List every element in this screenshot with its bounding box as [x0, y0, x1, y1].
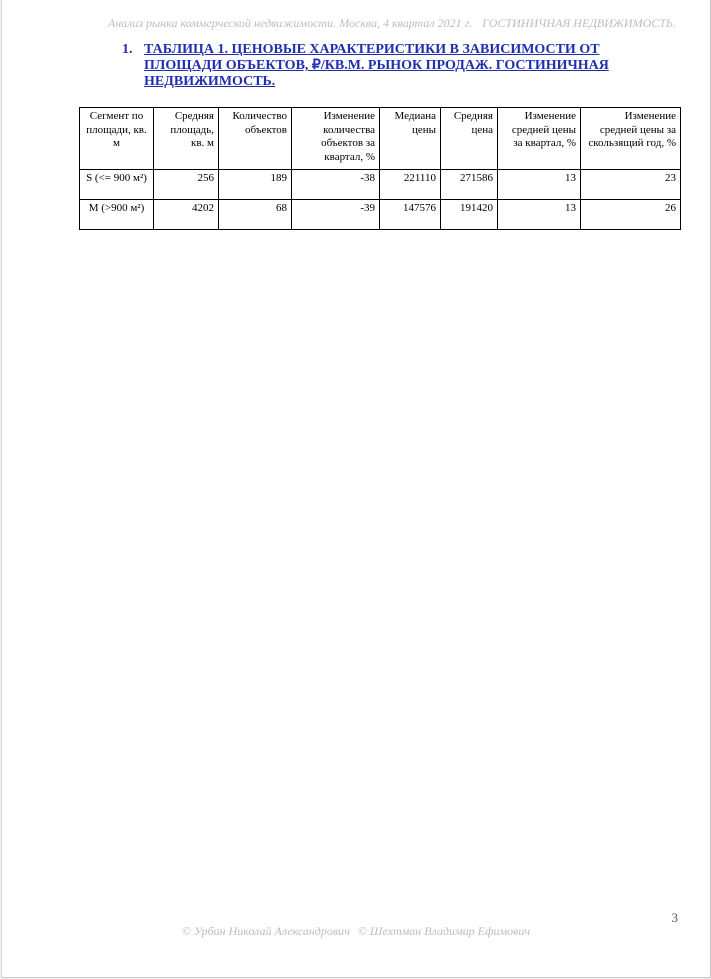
table-cell: M (>900 м²)	[80, 200, 154, 230]
column-header: Изменение средней цены за квартал, %	[498, 108, 581, 170]
table-cell: 271586	[441, 170, 498, 200]
table-cell: 4202	[154, 200, 219, 230]
document-page	[1, 0, 711, 978]
footer-author: © Урбан Николай Александрович	[181, 924, 350, 938]
column-header: Количество объектов	[219, 108, 292, 170]
column-header: Изменение средней цены за скользящий год, %	[581, 108, 681, 170]
table-cell: 221110	[380, 170, 441, 200]
table-cell: 68	[219, 200, 292, 230]
heading-number: 1.	[122, 42, 133, 57]
table-cell: 13	[498, 200, 581, 230]
table-cell: S (<= 900 м²)	[80, 170, 154, 200]
table-header-row	[80, 108, 681, 170]
table-row	[80, 170, 681, 200]
running-header-right: ГОСТИНИЧНАЯ НЕДВИЖИМОСТЬ.	[482, 16, 676, 30]
table-cell: 189	[219, 170, 292, 200]
table-heading	[122, 42, 642, 90]
table-cell: 23	[581, 170, 681, 200]
table-cell: 26	[581, 200, 681, 230]
table-cell: 147576	[380, 200, 441, 230]
heading-title: ТАБЛИЦА 1. ЦЕНОВЫЕ ХАРАКТЕРИСТИКИ В ЗАВИСИМОСТИ ОТ ПЛОЩАДИ ОБЪЕКТОВ, ₽/КВ.М. РЫНОК ПРОДАЖ. ГОСТИНИЧНАЯ НЕДВИЖИМОСТЬ.	[144, 42, 609, 89]
column-header: Средняя цена	[441, 108, 498, 170]
table-cell: -39	[292, 200, 380, 230]
table-cell: 13	[498, 170, 581, 200]
table-row	[80, 200, 681, 230]
table-cell: 191420	[441, 200, 498, 230]
column-header: Изменение количества объектов за квартал, %	[292, 108, 380, 170]
page-footer	[2, 924, 710, 939]
table-cell: 256	[154, 170, 219, 200]
footer-author: © Шехтман Владимир Ефимович	[357, 924, 531, 938]
column-header: Средняя площадь, кв. м	[154, 108, 219, 170]
running-header-left: Анализ рынка коммерческой недвижимости. Москва, 4 квартал 2021 г.	[107, 16, 473, 30]
page-number: 3	[671, 910, 678, 925]
table-cell: -38	[292, 170, 380, 200]
column-header: Медиана цены	[380, 108, 441, 170]
running-header	[108, 16, 676, 31]
column-header: Сегмент по площади, кв. м	[80, 108, 154, 170]
price-table	[79, 107, 681, 230]
